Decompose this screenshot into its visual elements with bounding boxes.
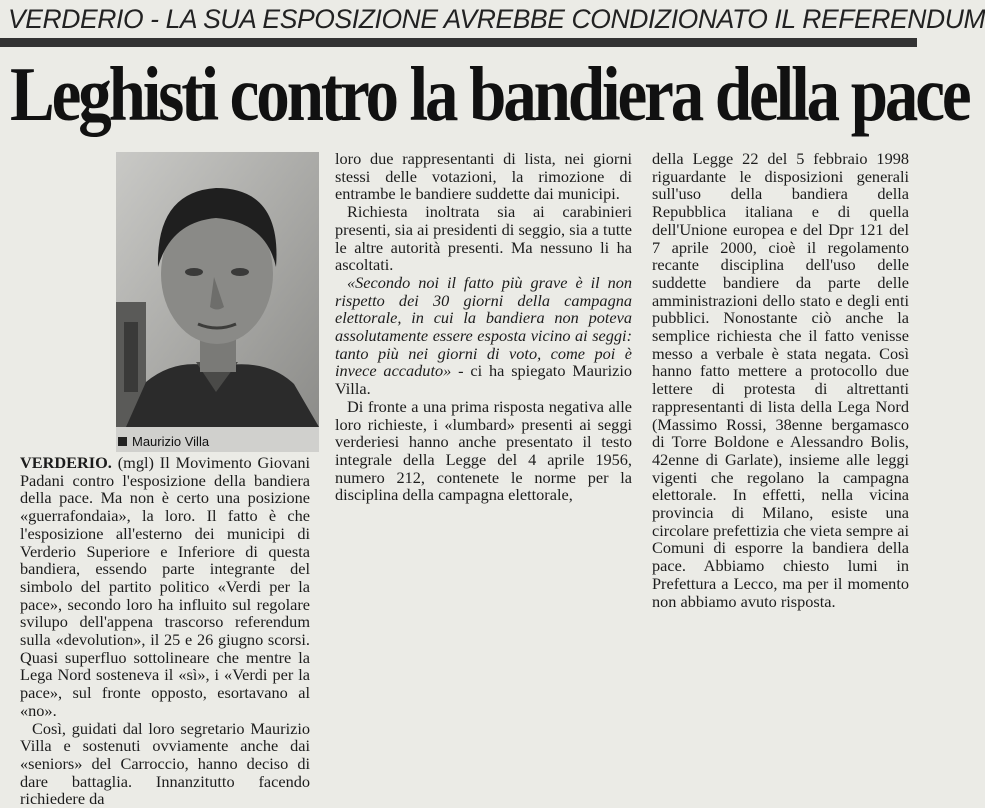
- paragraph-text: (mgl) Il Movimento Giovani Padani contro l'esposizione della bandiera della pace. Ma non è certo una posizione «guerrafondaia», la loro. Il fatto è che l'esposizione all'esterno dei municipi di Verderio Superiore e Inferiore di questa bandiera, essendo parte integrante del simbolo del partito politico «Verdi per la pace», secondo loro ha influito sul regolare svilupo dell'appena trascorso referendum sulla «devolution», il 25 e 26 giugno scorsi. Quasi superfluo sottolineare che mentre la Lega Nord sosteneva il «sì», i «Verdi per la pace», sul fronte opposto, esortavano al «no».: [20, 453, 310, 720]
- caption-text: Maurizio Villa: [132, 434, 210, 449]
- paragraph: loro due rappresentanti di lista, nei giorni stessi delle votazioni, la rimozione di entrambe le bandiere suddette dai municipi.: [335, 149, 632, 204]
- paragraph: della Legge 22 del 5 febbraio 1998 riguardante le disposizioni generali sull'uso della bandiera della Repubblica italiana e di quella dell'Unione europea e del Dpr 121 del 7 aprile 2000, cioè il regolamento recante disciplina dell'uso delle suddette bandiere da parte delle amministrazioni dello stato e degli enti pubblici. Nonostante ciò anche la semplice richiesta che il fatto venisse messo a verbale è stata negata. Così hanno fatto mettere a protocollo due lettere di protesta di altrettanti rappresentanti di lista della Lega Nord (Massimo Rossi, 38enne bergamasco di Torre Boldone e Alessandro Bolis, 42enne di Garlate), insieme alle leggi vigenti che regolano la campagna elettorale. In effetti, nella vicina provincia di Milano, esiste una circolare prefettizia che vieta sempre ai Comuni di esporre la bandiera della pace. Abbiamo chiesto lumi in Prefettura a Lecco, ma per il momento non abbiamo avuto risposta.: [652, 149, 909, 611]
- photo-caption: [116, 434, 319, 450]
- paragraph: Così, guidati dal loro segretario Maurizio Villa e sostenuti ovviamente anche dai «seniors» del Carroccio, hanno deciso di dare battaglia. Innanzitutto facendo richiedere da: [20, 718, 310, 808]
- article-column-1: [20, 150, 310, 808]
- article-column-3: [652, 149, 909, 611]
- photo-box: [116, 152, 319, 452]
- portrait-photo: [116, 152, 319, 427]
- quote-text: «Secondo noi il fatto più grave è il non rispetto dei 30 giorni della campagna elettorale, in cui la bandiera non poteva assolutamente essere esposta vicino ai seggi: tanto più nei giorni di voto, come poi è invece accaduto»: [335, 272, 632, 381]
- quote-attribution: - ci ha spiegato Maurizio Villa.: [335, 361, 632, 399]
- caption-square-icon: [118, 437, 127, 446]
- quote-paragraph: [335, 274, 632, 398]
- paragraph: Richiesta inoltrata sia ai carabinieri presenti, sia ai presidenti di seggio, sia a tutte le altre autorità presenti. Ma nessuno li ha ascoltati.: [335, 202, 632, 275]
- headline: Leghisti contro la bandiera della pace: [10, 52, 969, 138]
- dateline: VERDERIO.: [20, 453, 112, 472]
- paragraph: Di fronte a una prima risposta negativa alle loro richieste, i «lumbard» presenti ai seggi verderiesi hanno anche presentato il testo integrale della Legge del 4 aprile 1956, numero 212, contenete le norme per la disciplina della campagna elettorale,: [335, 396, 632, 505]
- article-column-2: [335, 150, 632, 606]
- header-rule: [0, 38, 917, 47]
- kicker: VERDERIO - LA SUA ESPOSIZIONE AVREBBE CONDIZIONATO IL REFERENDUM: [8, 4, 985, 34]
